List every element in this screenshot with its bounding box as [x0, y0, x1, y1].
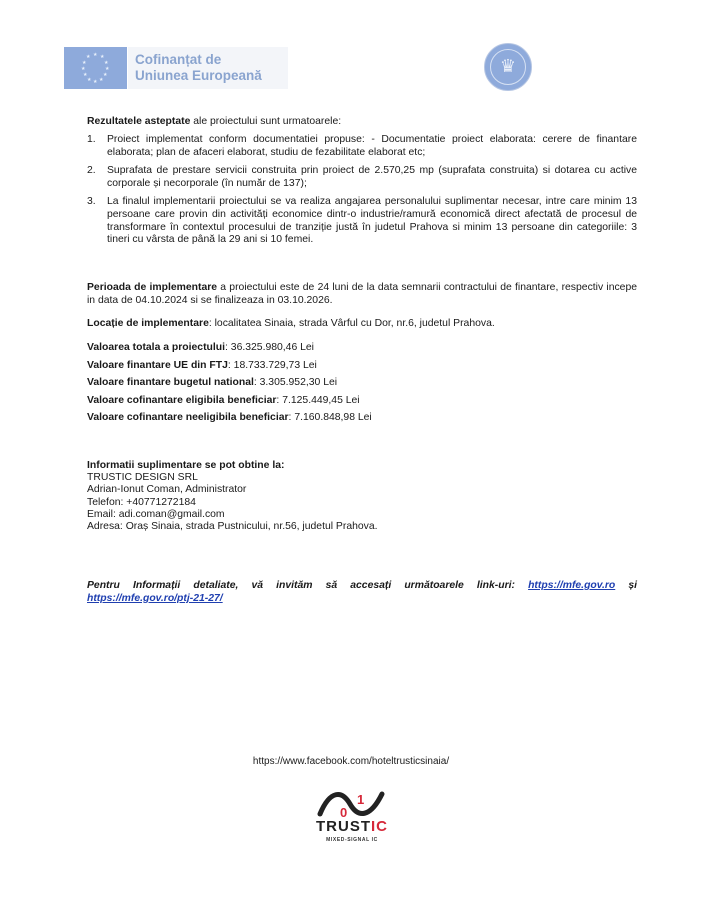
list-item-text: La finalul implementarii proiectului se va realiza angajarea personalului suplimentar necesar, intre care minim 13 persoane care provin din activități economice dintr-o industrie/ramură economică direct afectată de procesul de transformare în contextul procesului de tranziție justă în judetul Prahova si minim 13 persoane din categoriile: 3 tineri cu vârsta de până la 29 ani si 10 femei.	[107, 196, 637, 246]
contact-phone: Telefon: +40771272184	[87, 496, 196, 508]
value-label: Valoarea totala a proiectului	[87, 342, 226, 353]
eu-logo-line1: Cofinanțat de	[135, 52, 222, 67]
implementation-period-label: Perioada de implementare	[87, 282, 218, 293]
value-label: Valoare finantare bugetul national	[87, 377, 254, 388]
eu-cofinancing-logo-text	[135, 52, 262, 84]
list-item-number: 1.	[87, 134, 96, 145]
links-intro: Pentru Informații detaliate, vă invităm să accesați următoarele link-uri:	[87, 580, 515, 591]
value-amount: : 36.325.980,46 Lei	[225, 342, 314, 353]
eagle-icon: ♛	[499, 56, 517, 76]
logo-tagline: MIXED-SIGNAL IC	[326, 837, 378, 843]
results-heading	[87, 115, 637, 128]
value-label: Valoare cofinantare neeligibila beneficiar	[87, 412, 289, 423]
implementation-period	[87, 281, 637, 307]
results-heading-rest: ale proiectului sunt urmatoarele:	[190, 116, 342, 127]
value-line-eligible	[87, 394, 637, 407]
value-amount: : 3.305.952,30 Lei	[253, 377, 338, 388]
value-amount: : 18.733.729,73 Lei	[227, 359, 317, 371]
location-label: Locație de implementare	[87, 318, 209, 329]
links-conjunction: și	[628, 580, 637, 591]
list-item-number: 3.	[87, 196, 96, 208]
eu-logo-line2: Uniunea Europeană	[135, 68, 262, 83]
contact-email: Email: adi.coman@gmail.com	[87, 508, 225, 520]
eu-flag-icon: ★ ★ ★ ★ ★ ★ ★ ★ ★ ★ ★ ★	[64, 47, 127, 89]
value-amount: : 7.125.449,45 Lei	[276, 394, 360, 406]
contact-person: Adrian-Ionut Coman, Administrator	[87, 484, 247, 496]
mfe-link[interactable]: https://mfe.gov.ro	[528, 580, 616, 591]
links-second-line	[87, 593, 223, 606]
wave-digit-one: 1	[357, 792, 365, 807]
results-list-item	[87, 196, 637, 246]
value-line-ineligible	[87, 411, 637, 424]
trustic-logo	[302, 786, 402, 848]
list-item-text: Suprafata de prestare servicii construita prin proiect de 2.570,25 mp (suprafata construita) si dotarea cu active corporale și necorporale (în număr de 137);	[107, 165, 637, 189]
implementation-location	[87, 317, 637, 330]
logo-wordmark	[302, 818, 402, 835]
contact-block	[87, 460, 637, 533]
location-text: : localitatea Sinaia, strada Vârful cu Dor, nr.6, judetul Prahova.	[208, 318, 495, 329]
facebook-url: https://www.facebook.com/hoteltrusticsinaia/	[252, 756, 450, 767]
contact-company: TRUSTIC DESIGN SRL	[87, 472, 198, 484]
contact-heading	[87, 460, 637, 472]
results-list	[87, 134, 637, 253]
value-label: Valoare cofinantare eligibila beneficiar	[87, 394, 277, 406]
list-item-text: Proiect implementat conform documentatiei propuse: - Documentatie proiect elaborata: cerere de finantare elaborata; plan de afaceri elaborat, studiu de fezabilitate elaborat etc;	[107, 134, 637, 158]
ptj-link[interactable]: https://mfe.gov.ro/ptj-21-27/	[87, 593, 223, 604]
value-amount: : 7.160.848,98 Lei	[288, 412, 372, 423]
project-values	[87, 341, 637, 429]
links-paragraph	[87, 580, 637, 593]
results-list-item	[87, 165, 637, 190]
results-heading-bold: Rezultatele asteptate	[87, 116, 191, 127]
contact-address: Adresa: Oraș Sinaia, strada Pustnicului, nr.56, judetul Prahova.	[87, 521, 378, 533]
contact-heading-text: Informatii suplimentare se pot obtine la:	[87, 460, 285, 471]
list-item-number: 2.	[87, 165, 96, 177]
wave-icon	[302, 786, 402, 820]
romanian-government-seal-icon	[484, 43, 532, 91]
value-line-total	[87, 341, 637, 354]
value-label: Valoare finantare UE din FTJ	[87, 359, 228, 371]
logo-word-main: TRUST	[316, 818, 371, 835]
value-line-national	[87, 376, 637, 389]
value-line-eu	[87, 359, 637, 372]
wave-digit-zero: 0	[340, 805, 348, 820]
implementation-period-text: a proiectului este de 24 luni de la data semnarii contractului de finantare, respectiv incepe in data de 04.10.2024 si se finalizeaza in 03.10.2026.	[87, 282, 638, 306]
results-list-item	[87, 134, 637, 159]
logo-word-accent: IC	[371, 818, 388, 835]
